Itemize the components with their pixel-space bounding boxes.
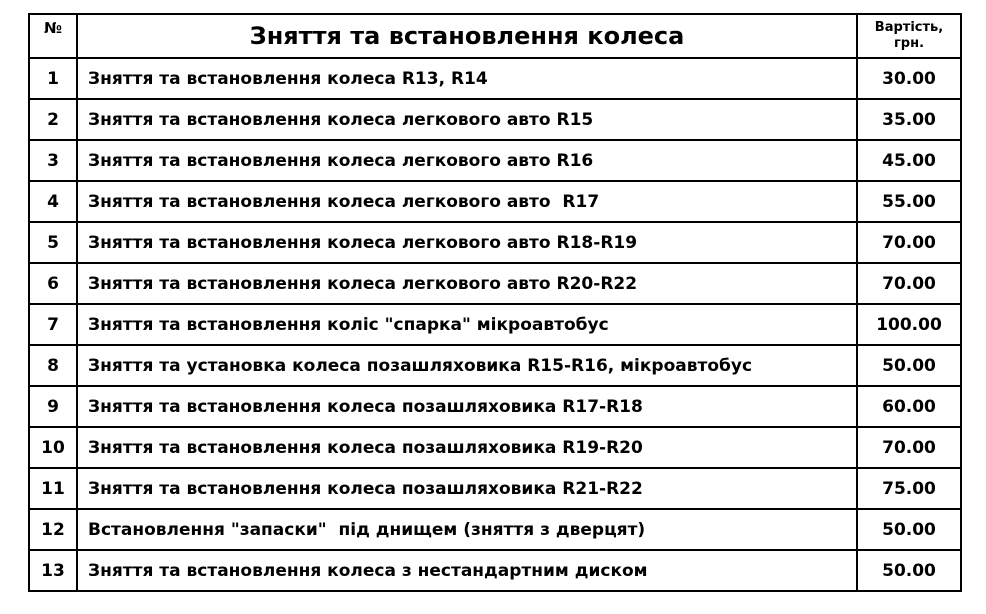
table-row [29, 304, 961, 345]
row-number: 12 [29, 509, 77, 550]
service-price: 30.00 [857, 58, 961, 99]
table-row [29, 345, 961, 386]
service-price: 75.00 [857, 468, 961, 509]
table-row [29, 468, 961, 509]
service-name: Встановлення "запаски" під днищем (зняття з дверцят) [77, 509, 857, 550]
price-header-line2: грн. [893, 36, 925, 51]
price-table [28, 13, 962, 592]
service-name: Зняття та встановлення колеса легкового авто R16 [77, 140, 857, 181]
row-number: 9 [29, 386, 77, 427]
number-column-header: № [29, 14, 77, 58]
header-row [29, 14, 961, 58]
row-number: 4 [29, 181, 77, 222]
service-price: 50.00 [857, 550, 961, 591]
table-row [29, 427, 961, 468]
service-price: 45.00 [857, 140, 961, 181]
row-number: 7 [29, 304, 77, 345]
service-name: Зняття та встановлення колеса позашляховика R19-R20 [77, 427, 857, 468]
table-row [29, 222, 961, 263]
row-number: 3 [29, 140, 77, 181]
row-number: 8 [29, 345, 77, 386]
service-price: 70.00 [857, 263, 961, 304]
service-name: Зняття та встановлення колеса легкового авто R15 [77, 99, 857, 140]
service-price: 100.00 [857, 304, 961, 345]
service-name: Зняття та встановлення колеса R13, R14 [77, 58, 857, 99]
table-row [29, 181, 961, 222]
price-header-line1: Вартість, [874, 20, 944, 35]
service-name: Зняття та встановлення коліс "спарка" мікроавтобус [77, 304, 857, 345]
table-row [29, 263, 961, 304]
row-number: 6 [29, 263, 77, 304]
table-title: Зняття та встановлення колеса [77, 14, 857, 58]
service-name: Зняття та встановлення колеса позашляховика R17-R18 [77, 386, 857, 427]
table-row [29, 140, 961, 181]
row-number: 13 [29, 550, 77, 591]
service-name: Зняття та встановлення колеса легкового авто R20-R22 [77, 263, 857, 304]
service-name: Зняття та установка колеса позашляховика R15-R16, мікроавтобус [77, 345, 857, 386]
row-number: 11 [29, 468, 77, 509]
table-row [29, 550, 961, 591]
row-number: 2 [29, 99, 77, 140]
table-row [29, 99, 961, 140]
service-price: 50.00 [857, 345, 961, 386]
service-name: Зняття та встановлення колеса позашляховика R21-R22 [77, 468, 857, 509]
table-row [29, 509, 961, 550]
service-price: 70.00 [857, 222, 961, 263]
service-price: 70.00 [857, 427, 961, 468]
table-row [29, 58, 961, 99]
service-name: Зняття та встановлення колеса з нестандартним диском [77, 550, 857, 591]
service-price: 60.00 [857, 386, 961, 427]
service-price: 35.00 [857, 99, 961, 140]
service-price: 55.00 [857, 181, 961, 222]
price-column-header [857, 14, 961, 58]
row-number: 5 [29, 222, 77, 263]
table-row [29, 386, 961, 427]
row-number: 10 [29, 427, 77, 468]
service-name: Зняття та встановлення колеса легкового авто R18-R19 [77, 222, 857, 263]
service-price: 50.00 [857, 509, 961, 550]
service-name: Зняття та встановлення колеса легкового авто R17 [77, 181, 857, 222]
row-number: 1 [29, 58, 77, 99]
